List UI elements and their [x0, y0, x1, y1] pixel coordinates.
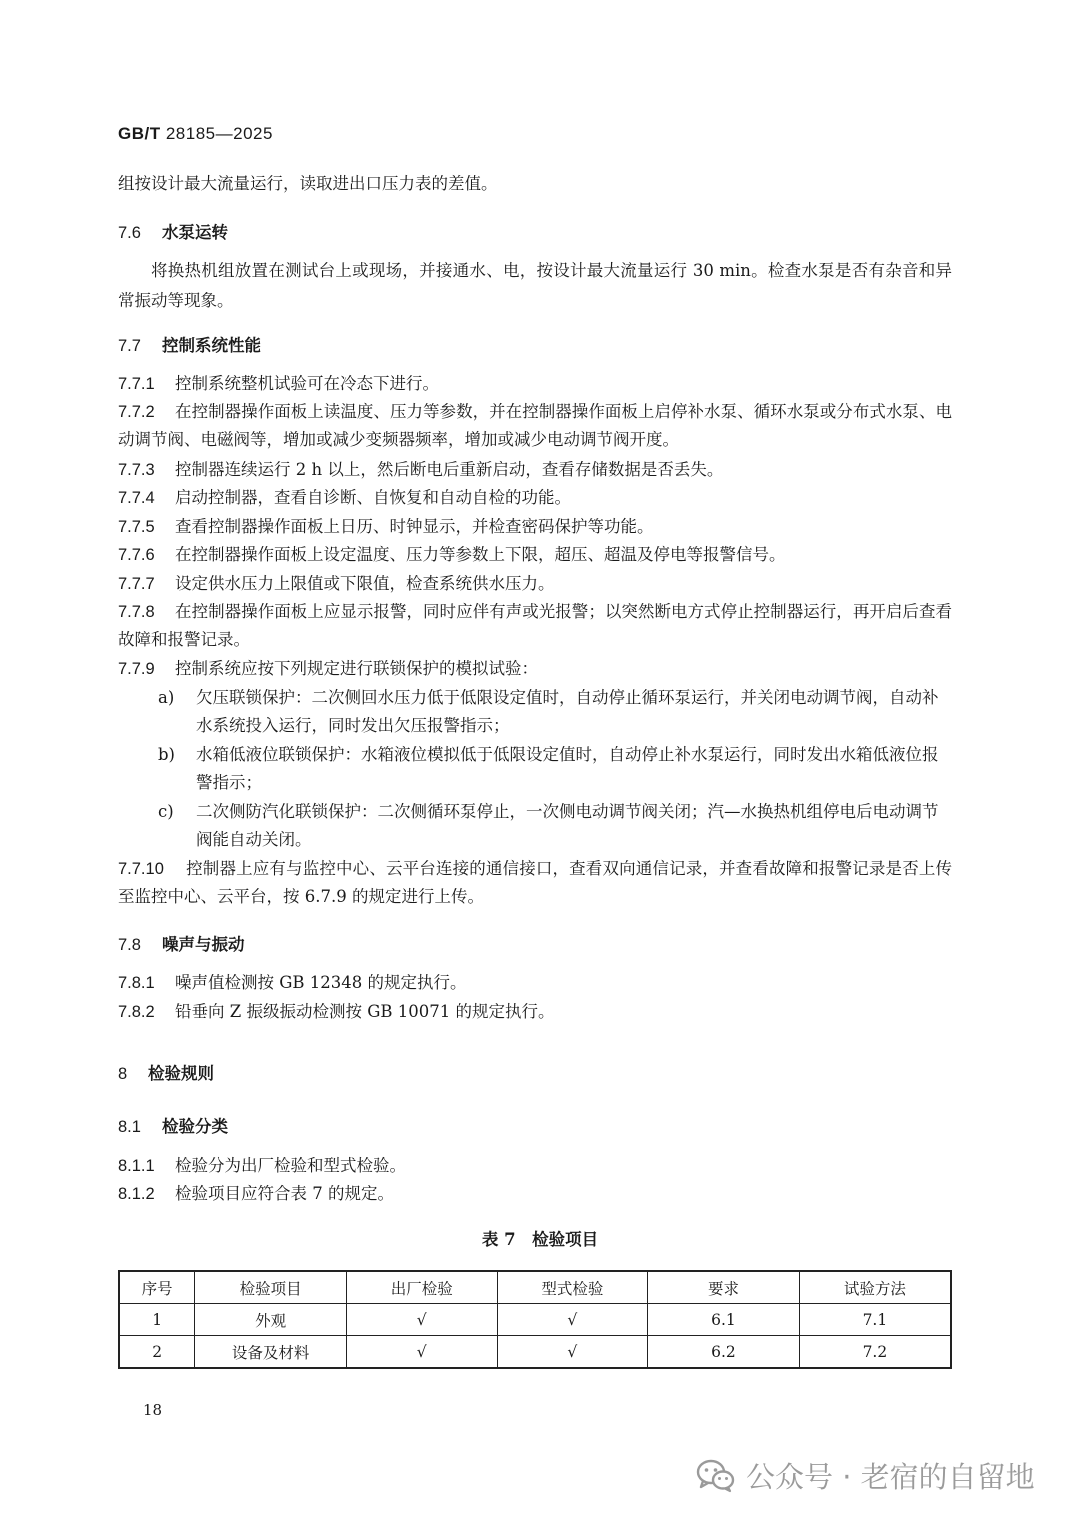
table-cell: √: [346, 1304, 497, 1336]
table-cell: 6.1: [648, 1304, 800, 1336]
table-cell: 2: [119, 1336, 195, 1369]
table-caption: 表 7 检验项目: [481, 1230, 599, 1249]
table-cell: 7.1: [799, 1304, 951, 1336]
table-cell: 设备及材料: [195, 1336, 347, 1369]
table-header-cell: 检验项目: [195, 1271, 347, 1304]
chapter-8-heading: 8 检验规则: [118, 1064, 214, 1083]
clause-7-7-1: 7.7.1 控制系统整机试验可在冷态下进行。: [118, 374, 439, 393]
clause-7-7-2: 7.7.2 在控制器操作面板上读温度、压力等参数，并在控制器操作面板上启停补水泵、循环水泵或分布式水泵、电动调节阀、电磁阀等，增加或减少变频器频率，增加或减少电动调节阀开度。: [118, 402, 952, 449]
standard-code: GB/T 28185—2025: [118, 124, 273, 143]
intro-line: 组按设计最大流量运行，读取进出口压力表的差值。: [118, 174, 498, 193]
table-cell: 外观: [195, 1304, 347, 1336]
table-header-cell: 要求: [648, 1271, 800, 1304]
watermark-text: 公众号 · 老宿的自留地: [746, 1460, 1035, 1494]
table-header-row: [119, 1271, 951, 1304]
table-cell: √: [497, 1304, 648, 1336]
table-row: [119, 1304, 951, 1336]
section-8-1-heading: 8.1 检验分类: [118, 1117, 228, 1136]
clause-7-7-8: 7.7.8 在控制器操作面板上应显示报警，同时应伴有声或光报警；以突然断电方式停止控制器运行，再开启后查看故障和报警记录。: [118, 602, 952, 649]
list-item-c: c) 二次侧防汽化联锁保护：二次侧循环泵停止，一次侧电动调节阀关闭；汽—水换热机组停电后电动调节阀能自动关闭。: [158, 802, 939, 849]
clause-7-7-4: 7.7.4 启动控制器，查看自诊断、自恢复和自动自检的功能。: [118, 488, 571, 507]
table-header-cell: 序号: [119, 1271, 195, 1304]
clause-8-1-2: 8.1.2 检验项目应符合表 7 的规定。: [118, 1184, 394, 1203]
clause-7-7-6: 7.7.6 在控制器操作面板上设定温度、压力等参数上下限，超压、超温及停电等报警信号。: [118, 545, 786, 564]
list-item-b: b) 水箱低液位联锁保护：水箱液位模拟低于低限设定值时，自动停止补水泵运行，同时发出水箱低液位报警指示；: [158, 745, 939, 792]
table-cell: 7.2: [799, 1336, 951, 1369]
table-header-cell: 试验方法: [799, 1271, 951, 1304]
table-cell: 6.2: [648, 1336, 800, 1369]
table-cell: √: [497, 1336, 648, 1369]
table-row: [119, 1336, 951, 1369]
page-number: 18: [143, 1401, 163, 1419]
clause-7-7-5: 7.7.5 查看控制器操作面板上日历、时钟显示，并检查密码保护等功能。: [118, 517, 654, 536]
clause-7-8-2: 7.8.2 铅垂向 Z 振级振动检测按 GB 10071 的规定执行。: [118, 1002, 555, 1021]
section-7-6-body: 将换热机组放置在测试台上或现场，并接通水、电，按设计最大流量运行 30 min。检查水泵是否有杂音和异常振动等现象。: [118, 261, 952, 310]
clause-7-7-3: 7.7.3 控制器连续运行 2 h 以上，然后断电后重新启动，查看存储数据是否丢失。: [118, 460, 724, 479]
inspection-items-table: [118, 1270, 952, 1369]
table-header-cell: 型式检验: [497, 1271, 648, 1304]
section-7-8-heading: 7.8 噪声与振动: [118, 935, 245, 954]
table-cell: √: [346, 1336, 497, 1369]
clause-7-8-1: 7.8.1 噪声值检测按 GB 12348 的规定执行。: [118, 973, 467, 992]
clause-7-7-7: 7.7.7 设定供水压力上限值或下限值，检查系统供水压力。: [118, 574, 555, 593]
clause-7-7-9: 7.7.9 控制系统应按下列规定进行联锁保护的模拟试验：: [118, 659, 538, 678]
list-item-a: a) 欠压联锁保护：二次侧回水压力低于低限设定值时，自动停止循环泵运行，并关闭电动调节阀，自动补水系统投入运行，同时发出欠压报警指示；: [158, 688, 939, 735]
clause-7-7-10: 7.7.10 控制器上应有与监控中心、云平台连接的通信接口，查看双向通信记录，并查看故障和报警记录是否上传至监控中心、云平台，按 6.7.9 的规定进行上传。: [118, 859, 952, 906]
watermark: [696, 1455, 1035, 1496]
table-cell: 1: [119, 1304, 195, 1336]
section-7-7-heading: 7.7 控制系统性能: [118, 336, 261, 355]
wechat-icon: [696, 1459, 736, 1493]
clause-8-1-1: 8.1.1 检验分为出厂检验和型式检验。: [118, 1156, 406, 1175]
section-7-6-heading: 7.6 水泵运转: [118, 223, 228, 242]
table-header-cell: 出厂检验: [346, 1271, 497, 1304]
